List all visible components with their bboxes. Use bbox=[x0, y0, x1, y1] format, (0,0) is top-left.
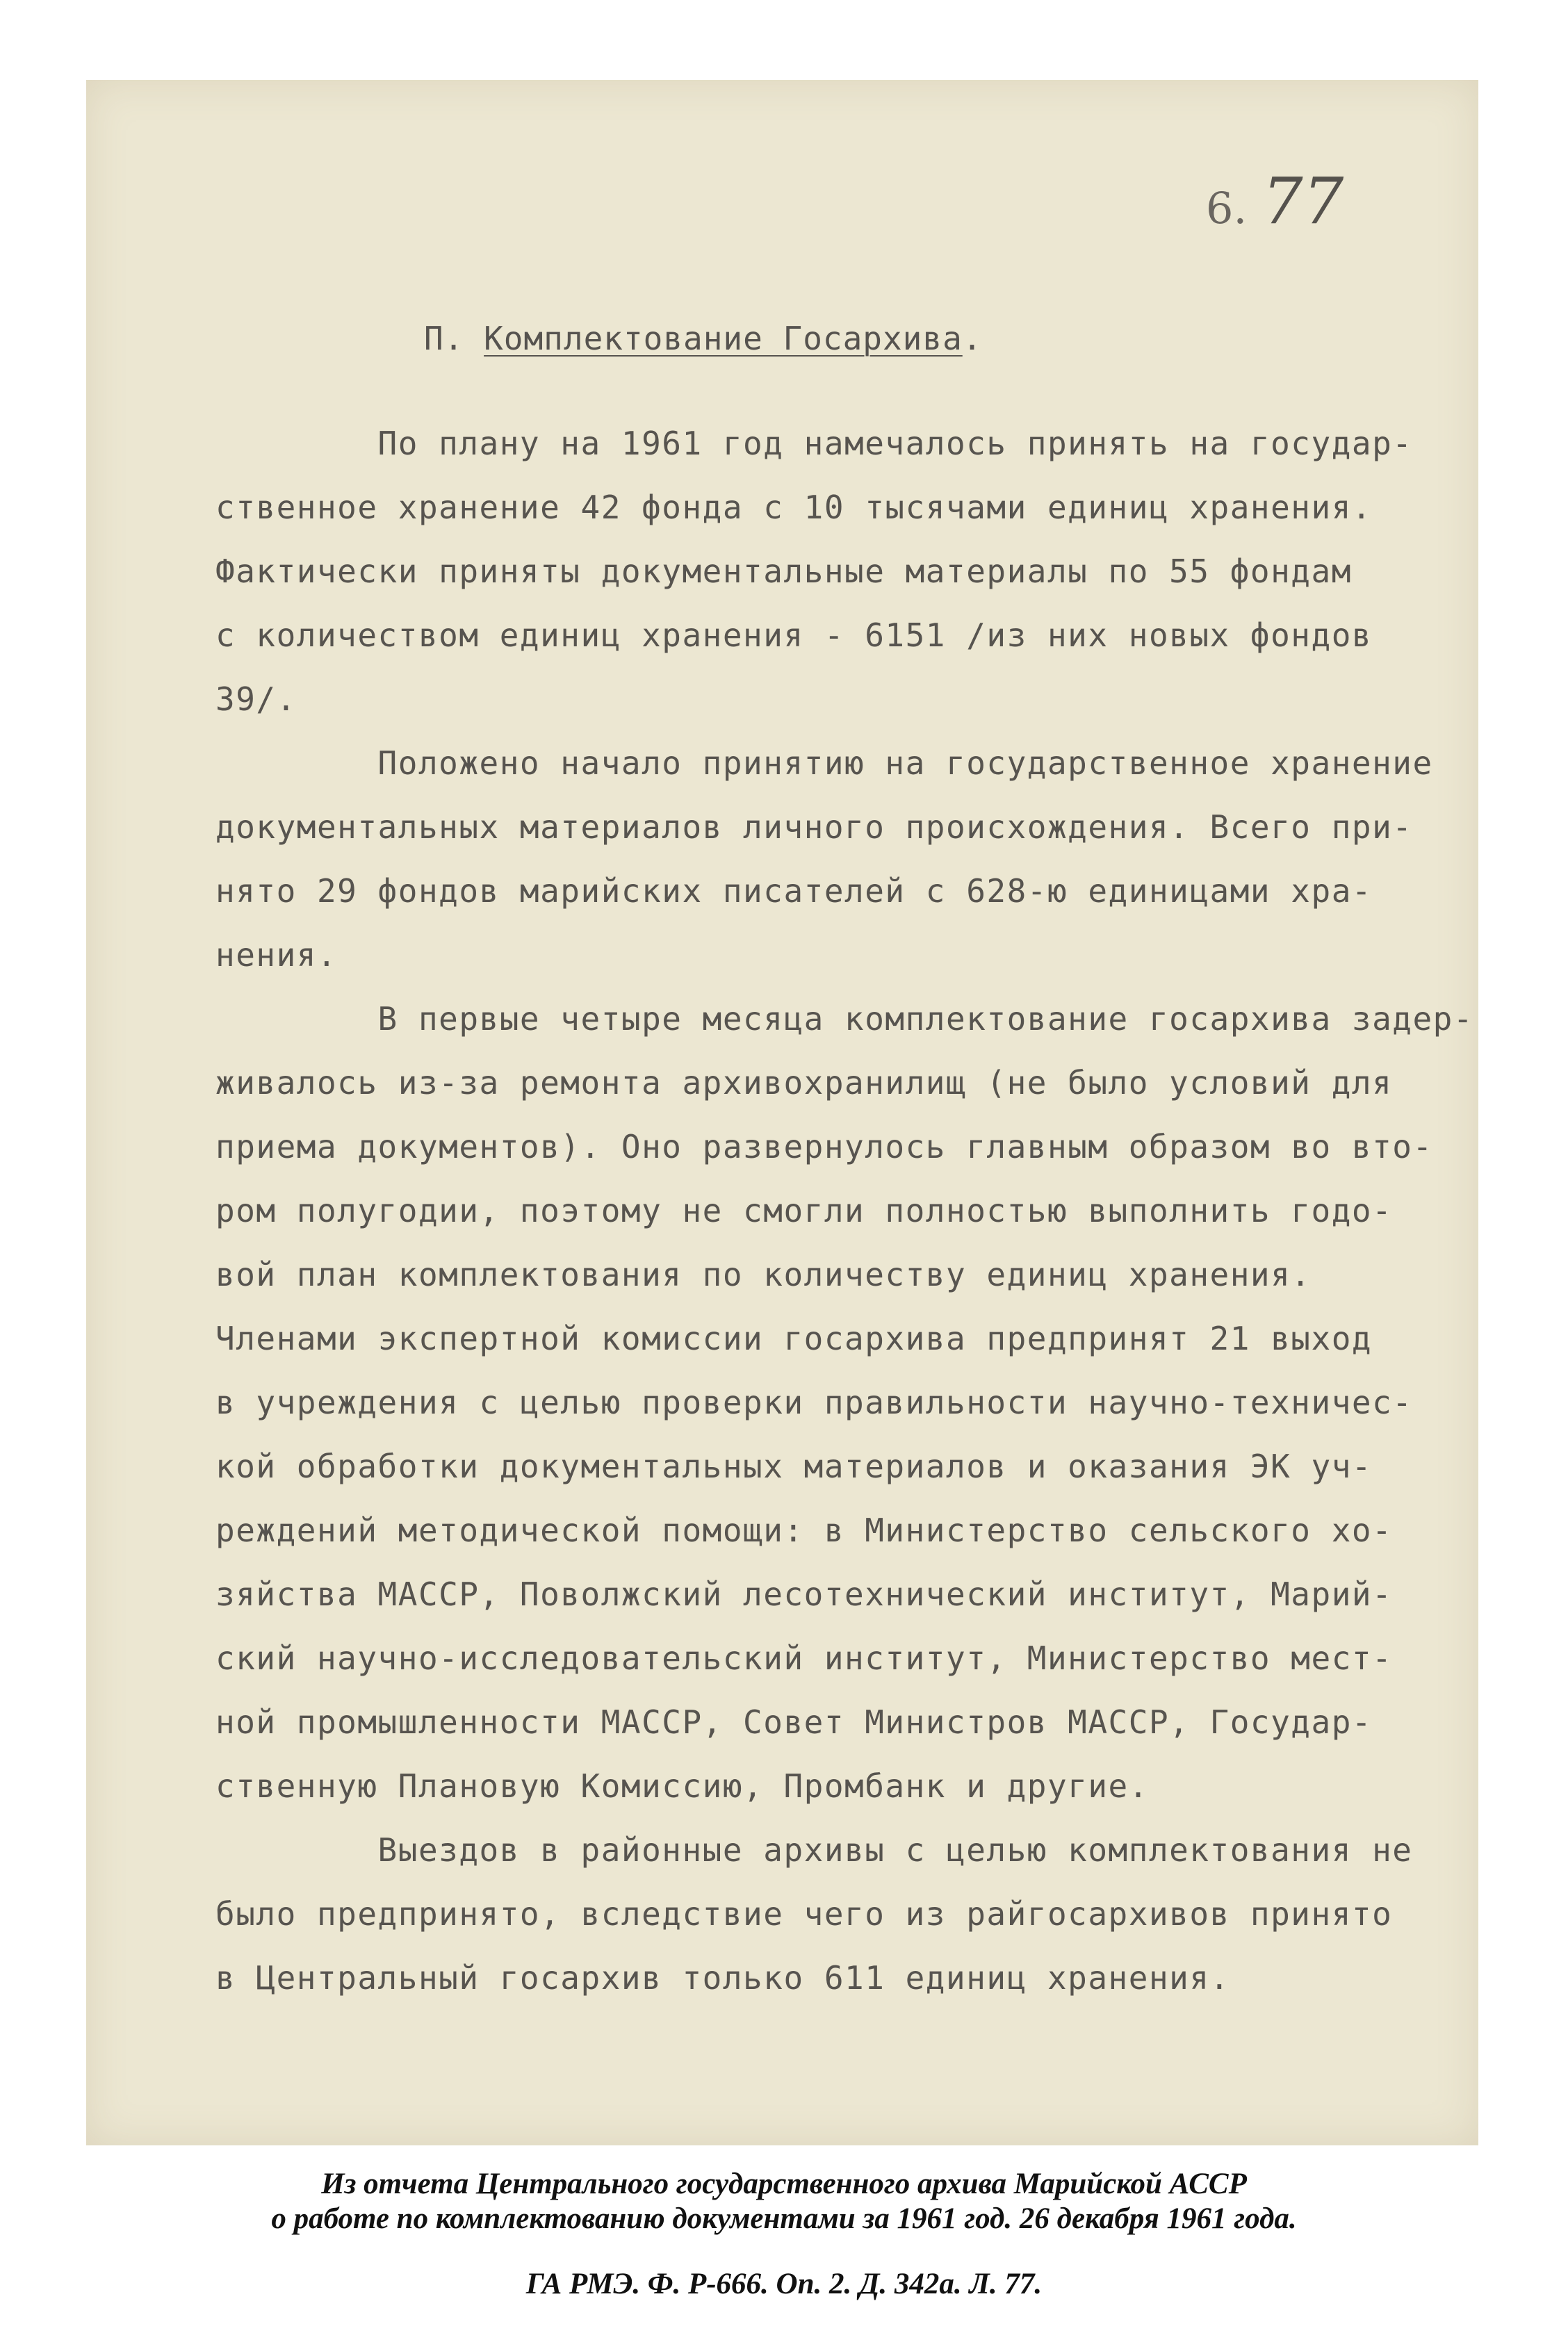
body-line: живалось из-за ремонта архивохранилищ (не было условий для bbox=[215, 1064, 1393, 1102]
body-line: с количеством единиц хранения - 6151 /из них новых фондов bbox=[215, 616, 1373, 654]
body-line: Выездов в районные архивы с целью комплектования не bbox=[215, 1831, 1413, 1869]
heading-prefix: П. bbox=[424, 320, 484, 357]
body-line: документальных материалов личного происхождения. Всего при- bbox=[215, 808, 1413, 846]
body-line: нято 29 фондов марийских писателей с 628-ю единицами хра- bbox=[215, 872, 1373, 910]
body-line: ной промышленности МАССР, Совет Министров МАССР, Государ- bbox=[215, 1703, 1373, 1741]
caption-line-1: Из отчета Центрального государственного архива Марийской АССР bbox=[321, 2168, 1247, 2200]
document-body bbox=[215, 411, 1474, 2010]
section-heading bbox=[424, 320, 982, 357]
body-line: Членами экспертной комиссии госархива предпринят 21 выход bbox=[215, 1320, 1373, 1357]
folio-number bbox=[1206, 164, 1344, 238]
body-line: нения. bbox=[215, 936, 338, 974]
heading-title: Комплектование Госархива bbox=[484, 320, 963, 357]
body-line: 39/. bbox=[215, 680, 297, 718]
heading-suffix: . bbox=[962, 320, 983, 357]
body-line: ственное хранение 42 фонда с 10 тысячами единиц хранения. bbox=[215, 489, 1373, 526]
body-line: В первые четыре месяца комплектование госархива задер- bbox=[215, 1000, 1474, 1038]
body-line: кой обработки документальных материалов и оказания ЭК уч- bbox=[215, 1448, 1373, 1485]
caption-line-2: о работе по комплектованию документами за 1961 год. 26 декабря 1961 года. bbox=[271, 2202, 1297, 2235]
body-line: Фактически приняты документальные материалы по 55 фондам bbox=[215, 553, 1352, 590]
body-line: приема документов). Оно развернулось главным образом во вто- bbox=[215, 1128, 1433, 1165]
body-line: Положено начало принятию на государственное хранение bbox=[215, 744, 1433, 782]
body-line: было предпринято, вследствие чего из райгосархивов принято bbox=[215, 1895, 1393, 1933]
body-line: По плану на 1961 год намечалось принять на государ- bbox=[215, 425, 1413, 462]
body-line: ственную Плановую Комиссию, Промбанк и другие. bbox=[215, 1767, 1149, 1805]
body-line: в учреждения с целью проверки правильности научно-техничес- bbox=[215, 1384, 1413, 1421]
folio-handwritten: 77 bbox=[1262, 164, 1344, 238]
body-line: в Центральный госархив только 611 единиц хранения. bbox=[215, 1959, 1230, 1997]
caption-reference: ГА РМЭ. Ф. Р-666. Оп. 2. Д. 342а. Л. 77. bbox=[525, 2268, 1043, 2300]
folio-printed: 6. bbox=[1206, 183, 1248, 234]
body-line: вой план комплектования по количеству единиц хранения. bbox=[215, 1256, 1312, 1293]
body-line: реждений методической помощи: в Министерство сельского хо- bbox=[215, 1512, 1393, 1549]
body-line: зяйства МАССР, Поволжский лесотехнический институт, Марий- bbox=[215, 1575, 1393, 1613]
body-line: ром полугодии, поэтому не смогли полностью выполнить годо- bbox=[215, 1192, 1393, 1229]
body-line: ский научно-исследовательский институт, Министерство мест- bbox=[215, 1639, 1393, 1677]
